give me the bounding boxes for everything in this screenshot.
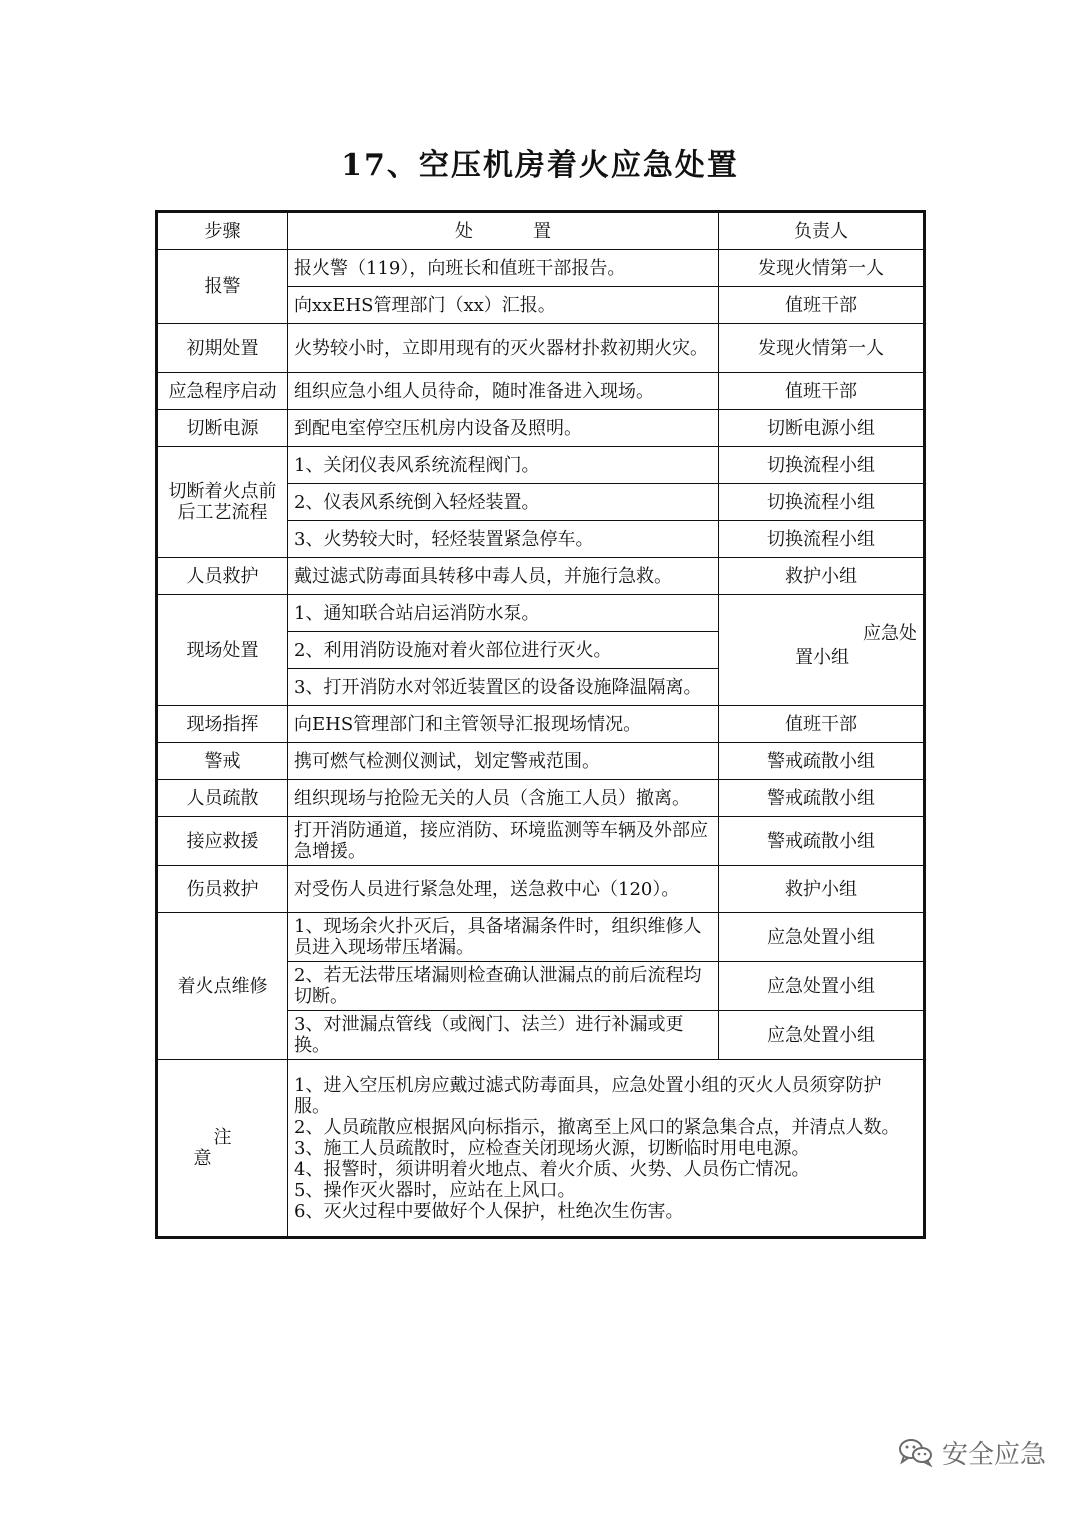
table-row — [157, 558, 925, 595]
watermark — [898, 1432, 1046, 1472]
action-cell: 组织应急小组人员待命，随时准备进入现场。 — [288, 373, 719, 410]
step-cell: 应急程序启动 — [157, 373, 288, 410]
step-cell: 现场处置 — [157, 595, 288, 706]
table-header-row — [157, 212, 925, 250]
action-cell: 火势较小时，立即用现有的灭火器材扑救初期火灾。 — [288, 324, 719, 373]
header-action: 处置 — [288, 212, 719, 250]
action-cell: 携可燃气检测仪测试，划定警戒范围。 — [288, 743, 719, 780]
step-cell: 人员救护 — [157, 558, 288, 595]
action-cell: 3、打开消防水对邻近装置区的设备设施降温隔离。 — [288, 669, 719, 706]
action-cell: 1、现场余火扑灭后，具备堵漏条件时，组织维修人员进入现场带压堵漏。 — [288, 913, 719, 962]
action-cell: 1、通知联合站启运消防水泵。 — [288, 595, 719, 632]
owner-cell: 切断电源小组 — [719, 410, 925, 447]
action-cell: 报火警（119），向班长和值班干部报告。 — [288, 250, 719, 287]
action-cell: 戴过滤式防毒面具转移中毒人员，并施行急救。 — [288, 558, 719, 595]
step-cell: 报警 — [157, 250, 288, 324]
step-cell: 接应救援 — [157, 817, 288, 866]
action-cell: 2、仪表风系统倒入轻烃装置。 — [288, 484, 719, 521]
action-cell: 2、若无法带压堵漏则检查确认泄漏点的前后流程均切断。 — [288, 962, 719, 1011]
owner-cell-part: 置小组 — [795, 647, 849, 668]
table-row — [157, 706, 925, 743]
note-line: 2、人员疏散应根据风向标指示，撤离至上风口的紧急集合点，并清点人数。 — [294, 1116, 900, 1138]
owner-cell: 发现火情第一人 — [719, 250, 925, 287]
owner-cell: 值班干部 — [719, 373, 925, 410]
owner-cell: 警戒疏散小组 — [719, 780, 925, 817]
action-cell: 2、利用消防设施对着火部位进行灭火。 — [288, 632, 719, 669]
action-cell: 向xxEHS管理部门（xx）汇报。 — [288, 287, 719, 324]
table-row — [157, 250, 925, 287]
action-cell: 组织现场与抢险无关的人员（含施工人员）撤离。 — [288, 780, 719, 817]
table-row — [157, 447, 925, 484]
note-line: 1、进入空压机房应戴过滤式防毒面具，应急处置小组的灭火人员须穿防护服。 — [294, 1074, 882, 1117]
owner-cell: 警戒疏散小组 — [719, 743, 925, 780]
watermark-text: 安全应急 — [942, 1439, 1047, 1470]
table-row — [157, 324, 925, 373]
emergency-procedure-table — [155, 210, 926, 1239]
owner-cell: 救护小组 — [719, 558, 925, 595]
action-cell: 3、对泄漏点管线（或阀门、法兰）进行补漏或更换。 — [288, 1011, 719, 1060]
step-cell: 着火点维修 — [157, 913, 288, 1060]
note-line: 3、施工人员疏散时，应检查关闭现场火源，切断临时用电电源。 — [294, 1137, 810, 1159]
owner-cell — [719, 595, 925, 706]
header-owner: 负责人 — [719, 212, 925, 250]
table-row — [157, 595, 925, 632]
step-cell: 现场指挥 — [157, 706, 288, 743]
table-row — [157, 410, 925, 447]
note-line: 4、报警时，须讲明着火地点、着火介质、火势、人员伤亡情况。 — [294, 1158, 810, 1180]
owner-cell: 应急处置小组 — [719, 1011, 925, 1060]
step-cell: 人员疏散 — [157, 780, 288, 817]
owner-cell: 救护小组 — [719, 866, 925, 913]
step-cell: 警戒 — [157, 743, 288, 780]
table-row — [157, 866, 925, 913]
owner-cell: 应急处置小组 — [719, 962, 925, 1011]
owner-cell: 切换流程小组 — [719, 447, 925, 484]
owner-cell-part: 应急处 — [863, 623, 917, 644]
action-cell: 对受伤人员进行紧急处理，送急救中心（120）。 — [288, 866, 719, 913]
notes-label: 注意 — [157, 1060, 288, 1238]
notes-row — [157, 1060, 925, 1238]
header-step: 步骤 — [157, 212, 288, 250]
step-cell: 初期处置 — [157, 324, 288, 373]
owner-cell: 切换流程小组 — [719, 484, 925, 521]
owner-cell: 值班干部 — [719, 287, 925, 324]
table-row — [157, 913, 925, 962]
table-row — [157, 817, 925, 866]
table-row — [157, 373, 925, 410]
owner-cell: 发现火情第一人 — [719, 324, 925, 373]
wechat-icon — [898, 1437, 934, 1467]
note-line: 5、操作灭火器时，应站在上风口。 — [294, 1179, 576, 1201]
owner-cell: 应急处置小组 — [719, 913, 925, 962]
action-cell: 到配电室停空压机房内设备及照明。 — [288, 410, 719, 447]
table-row — [157, 780, 925, 817]
table-row — [157, 743, 925, 780]
owner-cell: 值班干部 — [719, 706, 925, 743]
action-cell: 3、火势较大时，轻烃装置紧急停车。 — [288, 521, 719, 558]
notes-cell — [288, 1060, 925, 1238]
action-cell: 1、关闭仪表风系统流程阀门。 — [288, 447, 719, 484]
action-cell: 打开消防通道，接应消防、环境监测等车辆及外部应急增援。 — [288, 817, 719, 866]
page-title: 17、空压机房着火应急处置 — [341, 148, 739, 183]
owner-cell: 切换流程小组 — [719, 521, 925, 558]
owner-cell: 警戒疏散小组 — [719, 817, 925, 866]
step-cell: 切断电源 — [157, 410, 288, 447]
step-cell: 伤员救护 — [157, 866, 288, 913]
note-line: 6、灭火过程中要做好个人保护，杜绝次生伤害。 — [294, 1200, 684, 1222]
step-cell: 切断着火点前后工艺流程 — [157, 447, 288, 558]
action-cell: 向EHS管理部门和主管领导汇报现场情况。 — [288, 706, 719, 743]
